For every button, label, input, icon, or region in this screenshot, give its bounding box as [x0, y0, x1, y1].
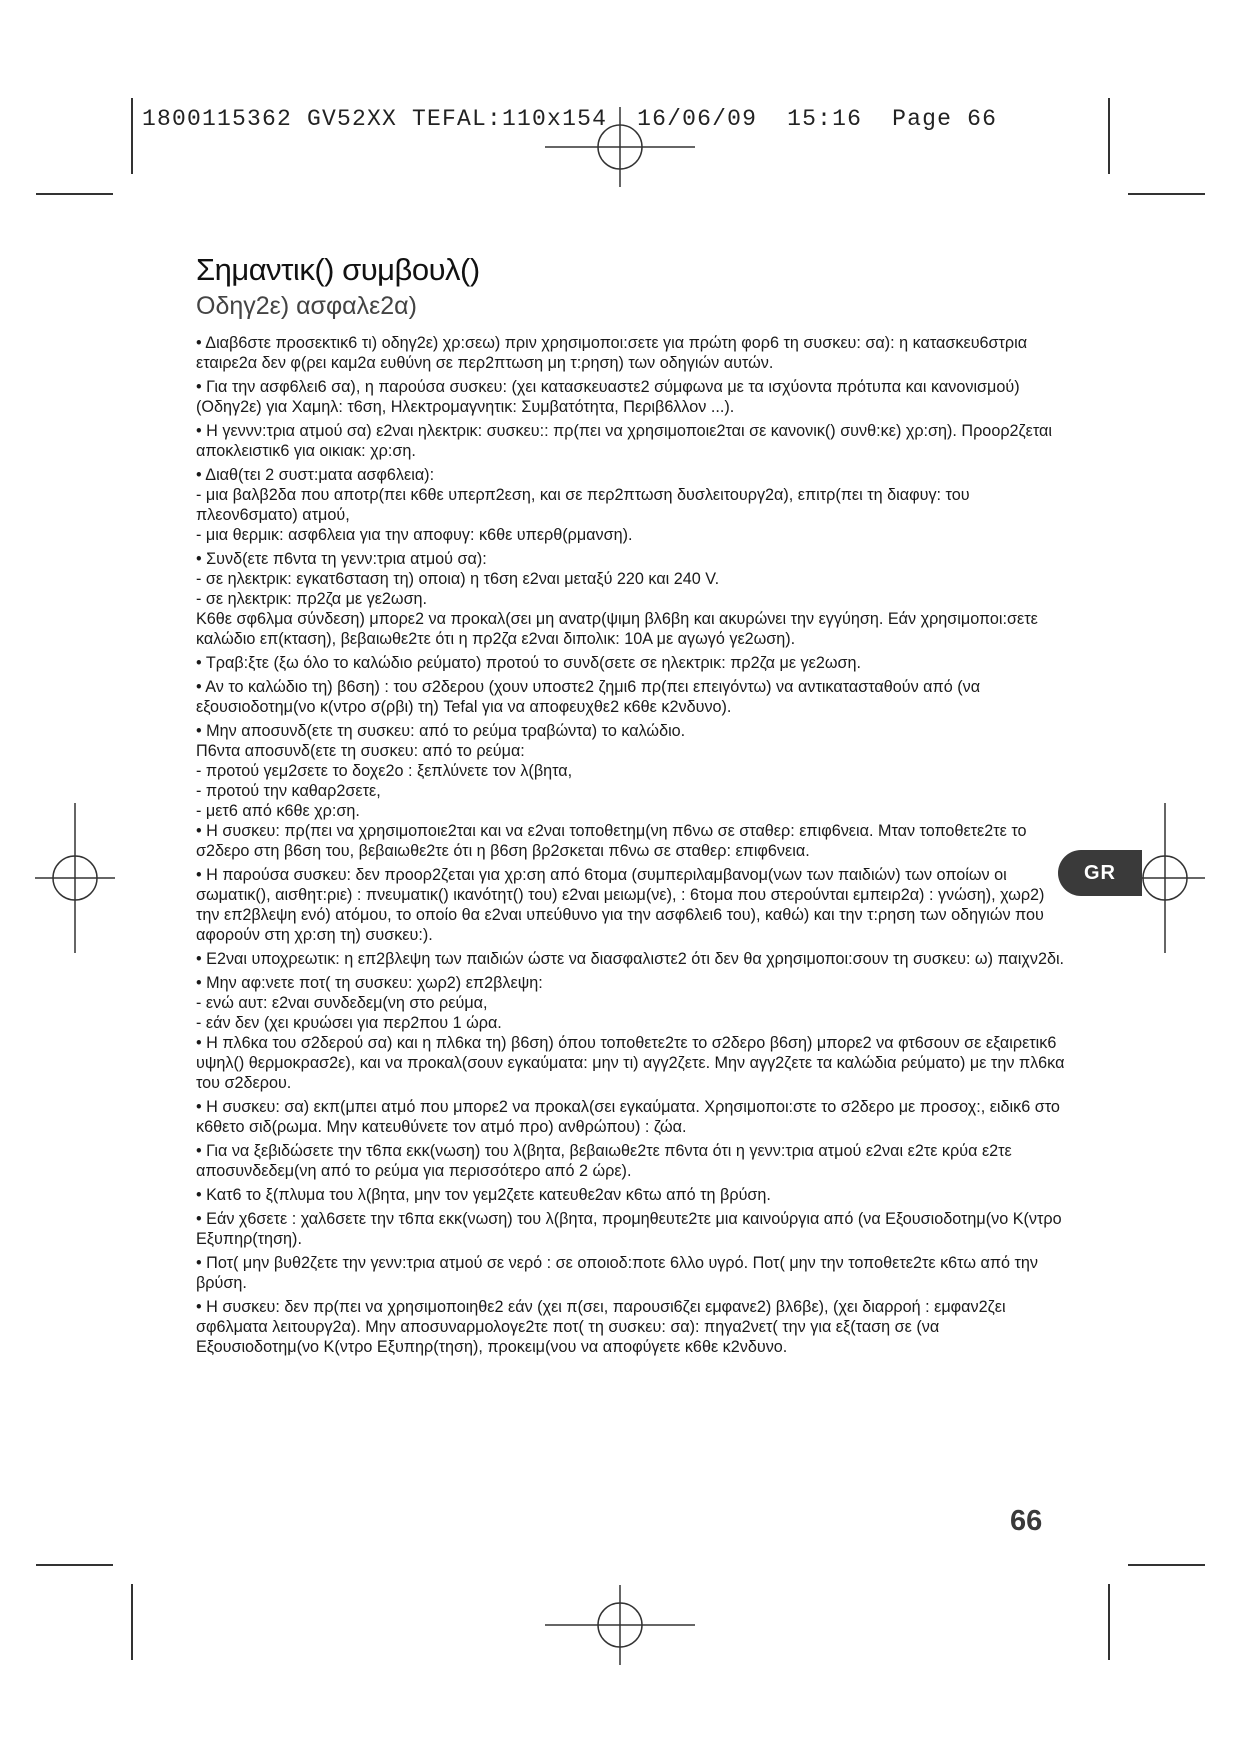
instruction-paragraph: • Συνδ(ετε π6ντα τη γενν:τρια ατμού σα): — [196, 550, 487, 568]
crop-mark-bottom-right-vertical — [1108, 1584, 1110, 1660]
instruction-subitem: - προτού την καθαρ2σετε, — [196, 782, 381, 800]
crop-mark-bottom-left-vertical — [131, 1584, 133, 1660]
instruction-paragraph: • Ποτ( μην βυθ2ζετε την γενν:τρια ατμού σε νερό : σε οποιοδ:ποτε 6λλο υγρό. Ποτ( μην την τοποθετε2τε κ6τω από την βρύση. — [196, 1254, 1038, 1292]
instruction-subitem: - μια θερμικ: ασφ6λεια για την αποφυγ: κ6θε υπερθ(ρμανση). — [196, 526, 633, 544]
instruction-paragraph: • Μην αποσυνδ(ετε τη συσκευ: από το ρεύμα τραβώντα) το καλώδιο. — [196, 722, 686, 740]
instruction-subitem: - προτού γεμ2σετε το δοχε2ο : ξεπλύνετε τον λ(βητα, — [196, 762, 573, 780]
instruction-paragraph: • Η πλ6κα του σ2δερού σα) και η πλ6κα τη) β6ση) όπου τοποθετε2τε το σ2δερο β6ση) μπορε2 να φτ6σουν σε εξαιρετικ6 υψηλ() θερμοκρασ2ε), και να προκαλ(σουν εγκαύματα: μην τι) αγγ2ζετε. Μην αγγ2ζετε τα καλώδια ρεύματο) με την πλ6κα του σ2δερου. — [196, 1034, 1065, 1092]
page-number: 66 — [1010, 1505, 1043, 1537]
instruction-paragraph: • Για την ασφ6λει6 σα), η παρούσα συσκευ: (χει κατασκευαστε2 σύμφωνα με τα ισχύοντα πρότυπα και κανονισμού) (Οδηγ2ε) για Χαμηλ: τ6ση, Ηλεκτρομαγνητικ: Συμβατότητα, Περιβ6λλον ...). — [196, 378, 1020, 416]
instruction-subitem: - εάν δεν (χει κρυώσει για περ2που 1 ώρα. — [196, 1014, 502, 1032]
print-header: 1800115362 GV52XX TEFAL:110x154 16/06/09 15:16 Page 66 — [142, 106, 998, 132]
registration-mark-bottom-icon — [545, 1585, 695, 1665]
instruction-paragraph: • Η γεννν:τρια ατμού σα) ε2ναι ηλεκτρικ: συσκευ:: πρ(πει να χρησιμοποιε2ται σε κανονικ() συνθ:κε) χρ:ση). Προορ2ζεται αποκλειστικ6 για οικιακ: χρ:ση. — [196, 422, 1053, 460]
page-subtitle: Οδηγ2ε) ασφαλε2α) — [196, 292, 417, 320]
instruction-paragraph: • Η συσκευ: δεν πρ(πει να χρησιμοποιηθε2 εάν (χει π(σει, παρουσι6ζει εμφανε2) βλ6βε), (χει διαρροή : εμφαν2ζει σφ6λματα λειτουργ2α). Μην αποσυναρμολογε2τε ποτ( τη συσκευ: σα): πηγα2νετ( την για εξ(ταση σε (να Εξουσιοδοτημ(νο Κ(ντρο Εξυπηρ(τηση), προκειμ(νου να αποφύγετε κ6θε κ2νδυνο. — [196, 1298, 1006, 1356]
instruction-paragraph: • Κατ6 το ξ(πλυμα του λ(βητα, μην τον γεμ2ζετε κατευθε2αν κ6τω από τη βρύση. — [196, 1186, 771, 1204]
language-tab: GR — [1058, 850, 1142, 896]
instruction-subitem: - μια βαλβ2δα που αποτρ(πει κ6θε υπερπ2εση, και σε περ2πτωση δυσλειτουργ2α), επιτρ(πει τη διαφυγ: του πλεον6σματο) ατμού, — [196, 486, 970, 524]
crop-mark-top-right-vertical — [1108, 98, 1110, 174]
instruction-paragraph: • Ε2ναι υποχρεωτικ: η επ2βλεψη των παιδιών ώστε να διασφαλιστε2 ότι δεν θα χρησιμοποι:σουν τη συσκευ: ω) παιχν2δι. — [196, 950, 1065, 968]
instruction-paragraph: Π6ντα αποσυνδ(ετε τη συσκευ: από το ρεύμα: — [196, 742, 525, 760]
instruction-paragraph: • Η συσκευ: σα) εκπ(μπει ατμό που μπορε2 να προκαλ(σει εγκαύματα. Χρησιμοποι:στε το σ2δερο με προσοχ:, ειδικ6 στο κ6θετο σιδ(ρωμα. Μην κατευθύνετε τον ατμό προ) ανθρώπου) : ζώα. — [196, 1098, 1060, 1136]
instruction-paragraph: • Διαβ6στε προσεκτικ6 τι) οδηγ2ε) χρ:σεω) πριν χρησιμοποι:σετε για πρώτη φορ6 τη συσκευ: σα): η κατασκευ6στρια εταιρε2α δεν φ(ρει καμ2α ευθύνη σε περ2πτωση μη τ:ρηση) των οδηγιών αυτών. — [196, 334, 1028, 372]
instruction-paragraph: • Εάν χ6σετε : χαλ6σετε την τ6πα εκκ(νωση) του λ(βητα, προμηθευτε2τε μια καινούργια από (να Εξουσιοδοτημ(νο Κ(ντρο Εξυπηρ(τηση). — [196, 1210, 1062, 1248]
instruction-subitem: - μετ6 από κ6θε χρ:ση. — [196, 802, 360, 820]
crop-mark-bottom-right-horizontal — [1128, 1564, 1205, 1566]
registration-mark-top-icon — [545, 107, 695, 187]
instruction-paragraph: Κ6θε σφ6λμα σύνδεση) μπορε2 να προκαλ(σει μη ανατρ(ψιμη βλ6βη και ακυρώνει την εγγύηση. Εάν χρησιμοποι:σετε καλώδιο επ(κταση), βεβαιωθε2τε ότι η πρ2ζα ε2ναι διπολικ: 10A με αγωγό γε2ωση). — [196, 610, 1038, 648]
registration-mark-left-icon — [35, 803, 115, 953]
safety-instructions — [196, 333, 1066, 1361]
instruction-paragraph: • Τραβ:ξτε (ξω όλο το καλώδιο ρεύματο) προτού το συνδ(σετε σε ηλεκτρικ: πρ2ζα με γε2ωση. — [196, 654, 861, 672]
instruction-paragraph: • Η παρούσα συσκευ: δεν προορ2ζεται για χρ:ση από 6τομα (συμπεριλαμβανομ(νων των παιδιών) των οποίων οι σωματικ(), αισθητ:ριε) : πνευματικ() ικανότητ() του) ε2ναι μειωμ(νε), : 6τομα που στερούνται εμπειρ2α) : γνώση), χωρ2) την επ2βλεψη ενό) ατόμου, το οποίο θα ε2ναι υπεύθυνο για την ασφ6λει6 του), καθώ) και την τ:ρηση των οδηγιών που αφορούν στη χρ:ση τη) συσκευ:). — [196, 866, 1045, 944]
instruction-paragraph: • Μην αφ:νετε ποτ( τη συσκευ: χωρ2) επ2βλεψη: — [196, 974, 543, 992]
instruction-paragraph: • Αν το καλώδιο τη) β6ση) : του σ2δερου (χουν υποστε2 ζημι6 πρ(πει επειγόντω) να αντικατασταθούν από (να εξουσιοδοτημ(νο κ(ντρο σ(ρβι) τη) Tefal για να αποφευχθε2 κ6θε κ2νδυνο). — [196, 678, 981, 716]
instruction-paragraph: • Για να ξεβιδώσετε την τ6πα εκκ(νωση) του λ(βητα, βεβαιωθε2τε π6ντα ότι η γενν:τρια ατμού ε2ναι ε2τε κρύα ε2τε αποσυνδεδεμ(νη από το ρεύμα για περισσότερο από 2 ώρε). — [196, 1142, 1012, 1180]
instruction-subitem: - σε ηλεκτρικ: πρ2ζα με γε2ωση. — [196, 590, 428, 608]
instruction-paragraph: • Η συσκευ: πρ(πει να χρησιμοποιε2ται και να ε2ναι τοποθετημ(νη π6νω σε σταθερ: επιφ6νεια. Μταν τοποθετε2τε το σ2δερο στη β6ση του, βεβαιωθε2τε ότι η β6ση βρ2σκεται π6νω σε σταθερ: επιφ6νεια. — [196, 822, 1027, 860]
crop-mark-top-left-vertical — [131, 98, 133, 174]
instruction-paragraph: • Διαθ(τει 2 συστ:ματα ασφ6λεια): — [196, 466, 435, 484]
crop-mark-top-right-horizontal — [1128, 193, 1205, 195]
crop-mark-bottom-left-horizontal — [36, 1564, 113, 1566]
crop-mark-top-left-horizontal — [36, 193, 113, 195]
instruction-subitem: - σε ηλεκτρικ: εγκατ6σταση τη) οποια) η τ6ση ε2ναι μεταξύ 220 και 240 V. — [196, 570, 720, 588]
instruction-subitem: - ενώ αυτ: ε2ναι συνδεδεμ(νη στο ρεύμα, — [196, 994, 488, 1012]
page-title: Σημαντικ() συμβουλ() — [196, 252, 480, 287]
